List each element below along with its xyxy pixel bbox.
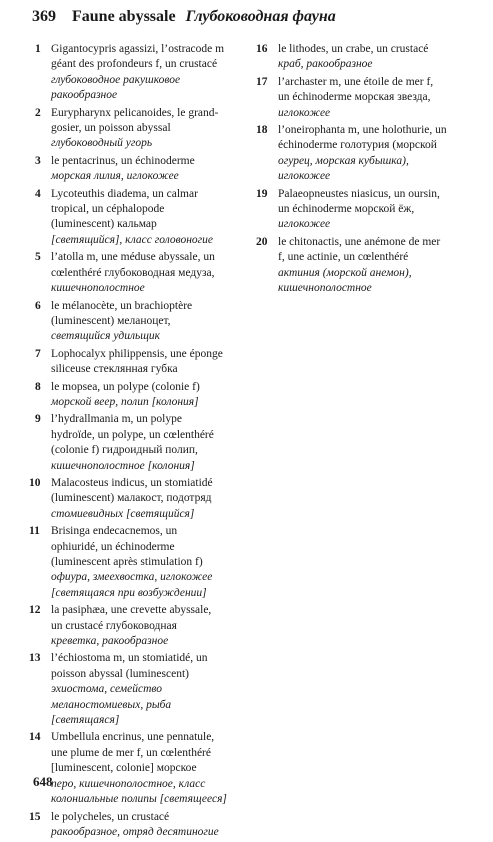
russian-text-line: глубоководное ракушковое [51, 73, 181, 86]
entry-5 [35, 250, 257, 296]
french-text-line: (luminescent) кальмар [51, 218, 157, 231]
russian-text-line: иглокожее [278, 106, 331, 119]
russian-text-line: меланостомиевых, рыба [51, 698, 172, 711]
entry-number: 7 [35, 347, 41, 360]
title-french: Faune abyssale [72, 8, 176, 25]
russian-text-line: [светящаяся при возбуждении] [51, 586, 207, 599]
russian-text-line: кишечнополостное [колония] [51, 459, 195, 472]
french-text-line: [luminescent, colonie] морское [51, 762, 197, 775]
french-text-line: la pasiphæa, une crevette abyssale, [51, 604, 212, 617]
entry-number: 10 [29, 476, 41, 489]
french-text-line: l’archaster m, une étoile de mer f, [278, 75, 434, 88]
left-column [29, 42, 257, 842]
entry-number: 4 [35, 187, 41, 200]
entry-15 [29, 810, 257, 841]
french-text-line: le polycheles, un crustacé [51, 810, 170, 823]
entry-number: 8 [35, 380, 41, 393]
french-text-line: un crustacé глубоководная [51, 619, 177, 632]
page-header [32, 7, 336, 27]
french-text-line: le mélanocète, un brachioptère [51, 299, 193, 312]
entry-18 [256, 123, 488, 185]
russian-text-line: креветка, ракообразное [51, 635, 169, 648]
entry-17 [256, 75, 488, 121]
entry-number: 17 [256, 75, 268, 88]
french-text-line: poisson abyssal (luminescent) [51, 667, 189, 680]
entry-8 [35, 380, 257, 411]
french-text-line: ophiuridé, un échinoderme [51, 540, 175, 553]
russian-text-line: эхиостома, семейство [51, 683, 162, 696]
russian-text-line: краб, ракообразное [278, 58, 373, 71]
french-text-line: Gigantocypris agassizi, l’ostracode m [51, 43, 225, 55]
entry-9 [35, 412, 257, 474]
entry-number: 12 [29, 604, 41, 617]
french-text-line: (luminescent après stimulation f) [51, 556, 203, 568]
entry-number: 19 [256, 187, 268, 200]
russian-text-line: глубоководный угорь [51, 137, 153, 150]
french-text-line: le chitonactis, une anémone de mer [278, 235, 441, 248]
entry-number: 16 [256, 43, 268, 55]
right-column [256, 42, 488, 299]
russian-text-line: иглокожее [278, 170, 331, 183]
russian-text-line: кишечнополостное [51, 282, 145, 295]
entry-number: 5 [35, 251, 41, 264]
french-text-line: (colonie f) гидроидный полип, [51, 444, 198, 457]
entry-number: 1 [35, 43, 41, 55]
page-number: 648 [33, 774, 53, 789]
russian-text-line: иглокожее [278, 218, 331, 231]
french-text-line: l’hydrallmania m, un polype [51, 413, 182, 426]
russian-text-line: перо, кишечнополостное, класс [51, 777, 206, 790]
french-text-line: un échinoderme морской ёж, [278, 203, 415, 216]
plate-number: 369 [32, 8, 56, 25]
russian-text-line: огурец, морская кубышка), [278, 154, 409, 167]
entry-number: 20 [256, 235, 268, 248]
french-text-line: tropical, un céphalopode [51, 203, 165, 216]
entry-20 [256, 235, 488, 297]
french-text-line: f, une actinie, un cœlenthéré [278, 251, 409, 264]
french-text-line: Malacosteus indicus, un stomiatidé [51, 476, 213, 489]
french-text-line: échinoderme голотурия (морской [278, 139, 437, 152]
entry-number: 13 [29, 652, 41, 665]
russian-text-line: [светящаяся] [51, 714, 120, 727]
russian-text-line: ракообразное [51, 89, 118, 102]
entry-number: 18 [256, 124, 268, 137]
entry-19 [256, 187, 488, 233]
french-text-line: Umbellula encrinus, une pennatule, [51, 731, 215, 744]
french-text-line: Lophocalyx philippensis, une éponge [51, 347, 223, 360]
entry-number: 15 [29, 810, 41, 823]
french-text-line: Lycoteuthis diadema, un calmar [51, 187, 198, 200]
russian-text-line: актиния (морской анемон), [278, 266, 412, 279]
entry-number: 3 [35, 154, 41, 167]
french-text-line: le mopsea, un polype (colonie f) [51, 380, 200, 393]
entry-number: 6 [35, 299, 41, 312]
french-text-line: le lithodes, un crabe, un crustacé [278, 43, 429, 55]
entry-number: 14 [29, 731, 41, 744]
entry-4 [35, 187, 257, 249]
entry-7 [35, 347, 257, 378]
russian-text-line: морской веер, полип [колония] [51, 395, 199, 408]
french-text-line: l’oneirophanta m, une holothurie, un [278, 124, 447, 137]
entry-12 [29, 603, 257, 649]
french-text-line: le pentacrinus, un échinoderme [51, 154, 195, 167]
entry-3 [35, 154, 257, 185]
entry-1 [35, 42, 257, 104]
entry-6 [35, 299, 257, 345]
french-text-line: siliceuse стеклянная губка [51, 363, 178, 376]
french-text-line: Eurypharynx pelicanoides, le grand- [51, 106, 219, 119]
entry-16 [256, 42, 488, 73]
russian-text-line: стомиевидных [светящийся] [51, 507, 195, 520]
french-text-line: Palaeopneustes niasicus, un oursin, [278, 187, 440, 200]
russian-text-line: офиура, змеехвостка, иглокожее [51, 571, 213, 584]
entry-number: 9 [35, 413, 41, 426]
entry-14 [29, 730, 257, 807]
entry-11 [29, 524, 257, 601]
french-text-line: l’échiostoma m, un stomiatidé, un [51, 652, 208, 665]
french-text-line: Brisinga endecacnemos, un [51, 525, 178, 538]
entry-2 [35, 106, 257, 152]
french-text-line: (luminescent) малакост, подотряд [51, 492, 212, 505]
french-text-line: un échinoderme морская звезда, [278, 91, 431, 104]
entry-10 [29, 476, 257, 522]
french-text-line: (luminescent) меланоцет, [51, 314, 171, 327]
entry-13 [29, 651, 257, 728]
russian-text-line: колониальные полипы [светящееся] [51, 793, 227, 806]
french-text-line: gosier, un poisson abyssal [51, 122, 171, 135]
french-text-line: une plume de mer f, un cœlenthéré [51, 746, 211, 759]
french-text-line: hydroïde, un polype, un cœlenthéré [51, 428, 214, 441]
french-text-line: cœlenthéré глубоководная медуза, [51, 266, 215, 279]
russian-text-line: [светящийся], класс головоногие [51, 233, 214, 246]
entry-number: 2 [35, 106, 41, 119]
russian-text-line: кишечнополостное [278, 282, 372, 295]
entry-number: 11 [29, 525, 40, 538]
russian-text-line: светящийся удильщик [51, 330, 161, 343]
russian-text-line: ракообразное, отряд десятиногие [51, 825, 219, 838]
title-russian: Глубоководная фауна [185, 8, 336, 25]
russian-text-line: морская лилия, иглокожее [51, 170, 179, 183]
french-text-line: l’atolla m, une méduse abyssale, un [51, 251, 215, 264]
french-text-line: géant des profondeurs f, un crustacé [51, 58, 218, 71]
